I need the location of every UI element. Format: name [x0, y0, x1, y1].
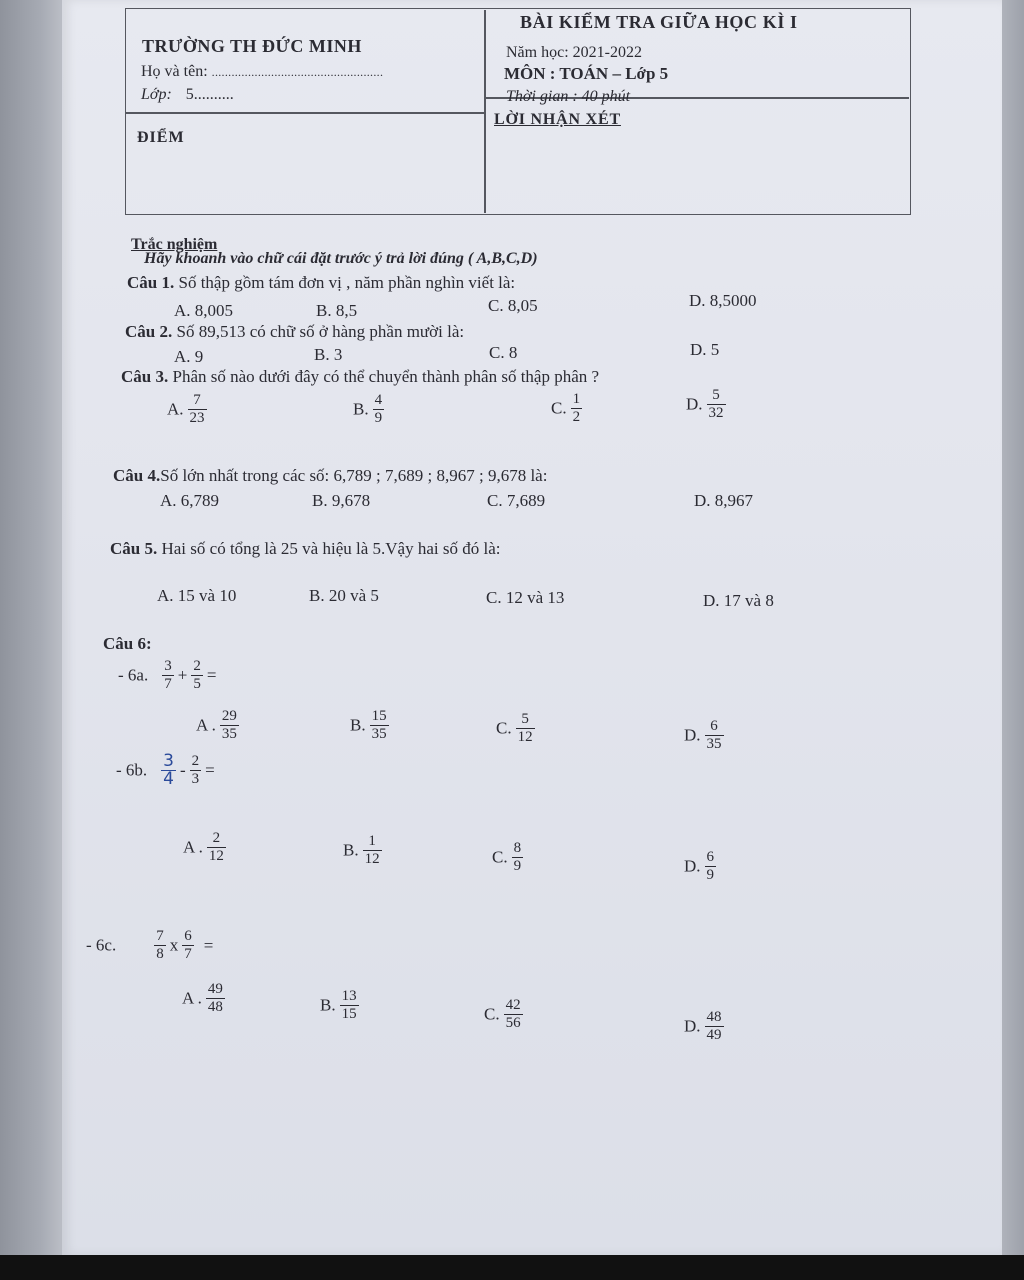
- question-5-label: Câu 5.: [110, 539, 158, 558]
- q3-option-c[interactable]: [551, 391, 582, 426]
- q6b-f2-num: 2: [191, 753, 200, 769]
- question-1-label: Câu 1.: [127, 273, 175, 292]
- comment-label: LỜI NHẬN XÉT: [494, 111, 621, 128]
- q6b-expression: [116, 753, 215, 788]
- question-3-label: Câu 3.: [121, 367, 169, 386]
- q6b-a-den: 12: [208, 848, 224, 864]
- q3-a-den: 23: [189, 410, 205, 426]
- q6c-option-d[interactable]: [684, 1009, 724, 1044]
- question-4: [113, 466, 547, 486]
- question-5-text: Hai số có tổng là 25 và hiệu là 5.Vậy hai số đó là:: [161, 539, 501, 558]
- q6c-d-den: 49: [706, 1027, 722, 1043]
- name-label-text: Họ và tên:: [141, 63, 208, 80]
- q6a-b-den: 35: [371, 726, 387, 742]
- q6c-c-den: 56: [505, 1015, 521, 1031]
- q6b-b-letter: B.: [343, 840, 359, 860]
- school-year: Năm học: 2021-2022: [506, 44, 642, 61]
- q3-d-den: 32: [708, 405, 724, 421]
- q6b-option-a[interactable]: [183, 830, 226, 865]
- question-3: [121, 367, 599, 387]
- name-label: [141, 63, 383, 81]
- q6b-c-num: 8: [513, 840, 522, 856]
- q3-b-num: 4: [374, 392, 383, 408]
- q3-c-fraction: [571, 391, 583, 426]
- q6a-fraction-1: [162, 658, 174, 693]
- q3-b-den: 9: [374, 410, 383, 426]
- q6a-b-letter: B.: [350, 715, 366, 735]
- q4-option-c[interactable]: C. 7,689: [487, 491, 546, 510]
- q6c-d-letter: D.: [684, 1016, 701, 1036]
- q6b-f2-den: 3: [191, 771, 200, 787]
- q6c-f2-den: 7: [184, 946, 192, 962]
- q1-option-c[interactable]: C. 8,05: [488, 296, 538, 315]
- q3-b-letter: B.: [353, 399, 369, 419]
- q6b-a-num: 2: [212, 830, 221, 846]
- q6b-d-letter: D.: [684, 856, 701, 876]
- q3-option-d[interactable]: [686, 387, 726, 422]
- q6a-operator: +: [177, 665, 188, 685]
- q5-option-b[interactable]: B. 20 và 5: [309, 586, 379, 605]
- q6c-fraction-1: [154, 928, 166, 963]
- q6c-d-num: 48: [706, 1009, 722, 1025]
- q6a-f1-num: 3: [164, 658, 172, 674]
- q3-c-letter: C.: [551, 398, 567, 418]
- header-divider-left: [125, 112, 485, 114]
- q6c-expression: [86, 928, 213, 963]
- q3-c-den: 2: [572, 409, 581, 425]
- q6a-option-b[interactable]: [350, 708, 389, 743]
- q6a-option-a[interactable]: [196, 708, 239, 743]
- q4-option-d[interactable]: D. 8,967: [694, 491, 754, 510]
- q6b-b-num: 1: [368, 833, 376, 849]
- q6b-option-c[interactable]: [492, 840, 523, 875]
- q6b-a-fraction: [207, 830, 226, 865]
- q6a-label: - 6a.: [118, 665, 149, 685]
- q6c-f2-num: 6: [184, 928, 192, 944]
- name-dots: ....................................................: [211, 65, 384, 79]
- question-4-label: Câu 4.: [113, 466, 161, 485]
- q6c-a-den: 48: [207, 999, 223, 1015]
- q6a-c-den: 12: [517, 729, 533, 745]
- q6b-f1-den: 4: [163, 769, 174, 789]
- q6a-d-den: 35: [706, 736, 722, 752]
- q1-option-d[interactable]: D. 8,5000: [689, 291, 757, 310]
- q5-option-c[interactable]: C. 12 và 13: [486, 588, 565, 607]
- q6a-fraction-2: [191, 658, 203, 693]
- q6c-option-b[interactable]: [320, 988, 359, 1023]
- q6a-b-num: 15: [371, 708, 387, 724]
- q3-a-fraction: [188, 392, 207, 427]
- question-6-label: Câu 6:: [103, 634, 152, 653]
- subject: MÔN : TOÁN – Lớp 5: [504, 64, 669, 83]
- q6a-a-letter: A .: [196, 715, 216, 735]
- q6b-a-letter: A .: [183, 837, 203, 857]
- q1-option-a[interactable]: A. 8,005: [174, 301, 234, 320]
- q6b-fraction-2: [190, 753, 202, 788]
- q3-a-num: 7: [193, 392, 201, 408]
- q6b-fraction-1: [161, 753, 176, 788]
- q2-option-b[interactable]: B. 3: [314, 345, 343, 364]
- question-2: [125, 322, 464, 342]
- q6c-b-letter: B.: [320, 995, 336, 1015]
- q6a-d-fraction: [705, 718, 724, 753]
- q4-option-b[interactable]: B. 9,678: [312, 491, 371, 510]
- duration: Thời gian : 40 phút: [506, 88, 631, 105]
- q2-option-c[interactable]: C. 8: [489, 343, 518, 362]
- q6a-equals: =: [206, 665, 217, 685]
- q6c-equals: =: [203, 935, 214, 955]
- q6a-option-d[interactable]: [684, 718, 724, 753]
- class-label: Lớp:: [141, 86, 172, 103]
- q2-option-d[interactable]: D. 5: [690, 340, 720, 359]
- section-title: Trắc nghiệm: [131, 236, 218, 253]
- q3-option-a[interactable]: [167, 392, 207, 427]
- q6c-operator: x: [169, 935, 179, 955]
- q6c-option-a[interactable]: [182, 981, 225, 1016]
- q6a-b-fraction: [370, 708, 389, 743]
- question-5: [110, 539, 500, 559]
- q5-option-d[interactable]: D. 17 và 8: [703, 591, 774, 610]
- q6a-a-fraction: [220, 708, 239, 743]
- q6a-a-den: 35: [221, 726, 237, 742]
- q6c-label: - 6c.: [86, 935, 117, 955]
- q6c-a-fraction: [206, 981, 225, 1016]
- q6b-c-den: 9: [513, 858, 522, 874]
- q3-a-letter: A.: [167, 399, 184, 419]
- q6c-f1-num: 7: [156, 928, 164, 944]
- q6a-c-fraction: [516, 711, 535, 746]
- q6c-a-num: 49: [207, 981, 223, 997]
- q6a-expression: [118, 658, 216, 693]
- q3-option-b[interactable]: [353, 392, 384, 427]
- q6c-c-fraction: [504, 997, 523, 1032]
- exam-title: BÀI KIỂM TRA GIỮA HỌC KÌ I: [520, 12, 798, 32]
- q6b-operator: -: [180, 760, 186, 780]
- q5-option-a[interactable]: A. 15 và 10: [157, 586, 237, 605]
- q6b-d-den: 9: [706, 867, 715, 883]
- q6a-f2-num: 2: [193, 658, 201, 674]
- q6c-option-c[interactable]: [484, 997, 523, 1032]
- q6a-option-c[interactable]: [496, 711, 535, 746]
- q6b-label: - 6b.: [116, 760, 148, 780]
- q6b-b-den: 12: [364, 851, 380, 867]
- q6a-f2-den: 5: [193, 676, 201, 692]
- q6a-c-num: 5: [521, 711, 529, 727]
- q6a-a-num: 29: [221, 708, 237, 724]
- question-1-text: Số thập gồm tám đơn vị , năm phần nghìn viết là:: [178, 273, 516, 292]
- q6c-f1-den: 8: [156, 946, 164, 962]
- q6b-option-d[interactable]: [684, 849, 716, 884]
- q6c-b-num: 13: [341, 988, 357, 1004]
- q6b-c-letter: C.: [492, 847, 508, 867]
- q3-c-num: 1: [572, 391, 581, 407]
- q6b-b-fraction: [363, 833, 382, 868]
- q6a-d-num: 6: [710, 718, 718, 734]
- q6c-b-fraction: [340, 988, 359, 1023]
- q2-option-a[interactable]: A. 9: [174, 347, 204, 366]
- instruction: Hãy khoanh vào chữ cái đặt trước ý trả lời đúng ( A,B,C,D): [144, 250, 538, 267]
- question-4-text: Số lớn nhất trong các số: 6,789 ; 7,689 ; 8,967 ; 9,678 là:: [160, 466, 548, 485]
- q6b-f1-num: 3: [163, 751, 174, 771]
- q6c-a-letter: A .: [182, 988, 202, 1008]
- q3-d-letter: D.: [686, 394, 703, 414]
- question-2-text: Số 89,513 có chữ số ở hàng phần mười là:: [176, 322, 465, 341]
- school-name: TRƯỜNG TH ĐỨC MINH: [142, 36, 362, 56]
- class-field: [141, 86, 234, 104]
- question-1: [127, 273, 515, 293]
- question-2-label: Câu 2.: [125, 322, 173, 341]
- class-value: 5..........: [185, 86, 234, 103]
- q3-d-fraction: [707, 387, 726, 422]
- bottom-bar: [0, 1255, 1024, 1280]
- q6b-c-fraction: [512, 840, 524, 875]
- q6b-option-b[interactable]: [343, 833, 382, 868]
- score-label: ĐIỂM: [137, 129, 185, 146]
- q6a-c-letter: C.: [496, 718, 512, 738]
- q6a-f1-den: 7: [164, 676, 172, 692]
- q6c-b-den: 15: [341, 1006, 357, 1022]
- q6c-fraction-2: [182, 928, 194, 963]
- q4-option-a[interactable]: A. 6,789: [160, 491, 220, 510]
- q6b-d-num: 6: [706, 849, 715, 865]
- q6c-c-letter: C.: [484, 1004, 500, 1024]
- q6c-c-num: 42: [505, 997, 521, 1013]
- q6b-equals: =: [205, 760, 215, 780]
- q6a-d-letter: D.: [684, 725, 701, 745]
- question-3-text: Phân số nào dưới đây có thể chuyển thành phân số thập phân ?: [172, 367, 600, 386]
- q3-d-num: 5: [712, 387, 720, 403]
- q6c-d-fraction: [705, 1009, 724, 1044]
- q1-option-b[interactable]: B. 8,5: [316, 301, 358, 320]
- q3-b-fraction: [373, 392, 385, 427]
- q6b-d-fraction: [705, 849, 717, 884]
